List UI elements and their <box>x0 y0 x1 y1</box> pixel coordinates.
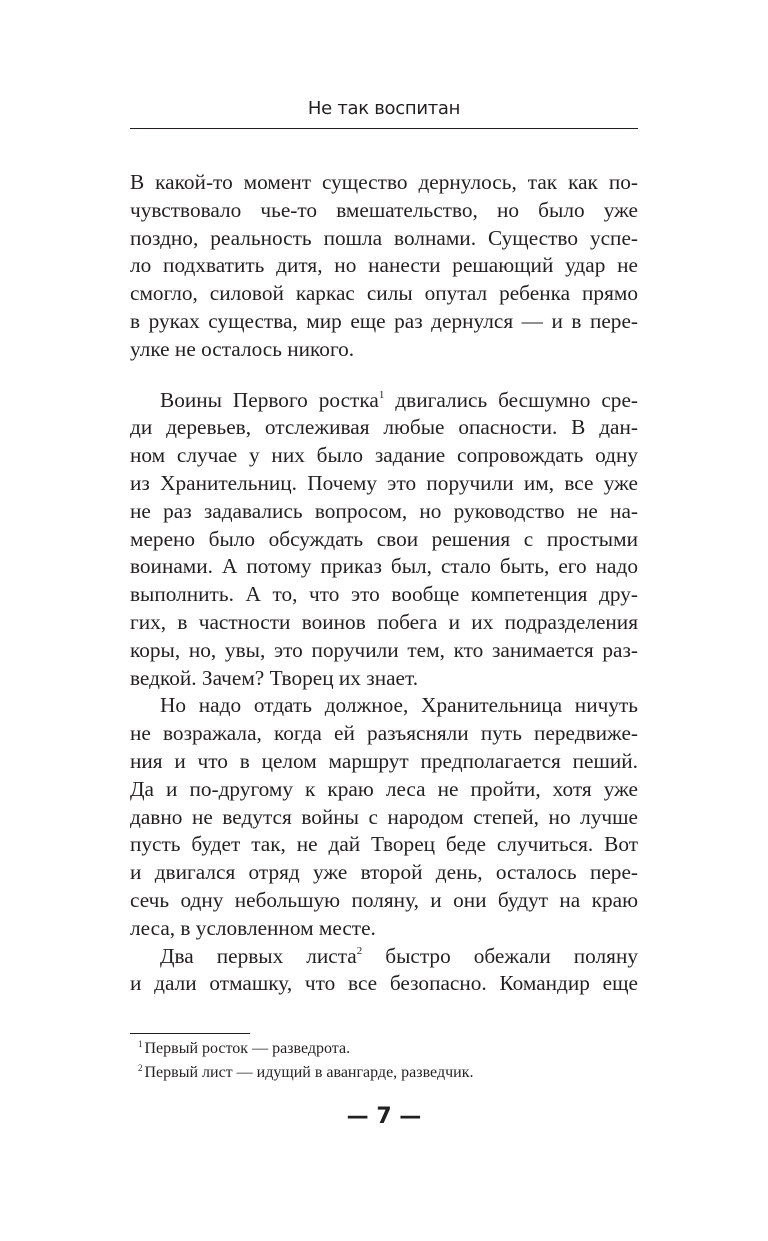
footnote-2 <box>130 1063 473 1083</box>
text-line <box>130 664 638 692</box>
text-line <box>130 942 638 970</box>
line-text: сечь одну небольшую поляну, и они будут на краю <box>130 888 638 912</box>
line-text: воинами. А потому приказ был, стало быть, его надо <box>130 554 638 579</box>
footnote-text: Первый лист — идущий в авангарде, разведчик. <box>144 1064 474 1081</box>
line-text: чувствовало чье-то вмешательство, но было уже <box>130 197 638 222</box>
text-line <box>130 552 638 580</box>
line-text: мерено было обсуждать свои решения с простыми <box>130 526 638 551</box>
text-line <box>130 168 638 196</box>
footnote-number: 1 <box>138 1039 143 1049</box>
line-text: в руках существа, мир еще раз дернулся — и в пере- <box>130 309 638 333</box>
text-line <box>130 747 638 775</box>
line-text: пусть будет так, не дай Творец беде случиться. Вот <box>130 832 638 857</box>
text-line <box>130 251 638 279</box>
text-line <box>130 858 638 886</box>
line-text: поздно, реальность пошла волнами. Существо успе- <box>130 225 638 250</box>
text-line <box>130 469 638 497</box>
line-text: Воины Первого ростка <box>160 387 379 412</box>
text-line <box>130 775 638 803</box>
text-line <box>130 525 638 553</box>
line-text: не возражала, когда ей разъясняли путь передвиже- <box>130 721 638 746</box>
text-line <box>130 830 638 858</box>
text-line <box>130 914 638 942</box>
text-line <box>130 413 638 441</box>
line-text: коры, но, увы, это поручили тем, кто занимается раз- <box>130 637 638 662</box>
text-line <box>130 580 638 608</box>
line-text: Два первых листа <box>160 943 357 968</box>
text-line <box>130 497 638 525</box>
page-number: — 7 — <box>346 1104 422 1129</box>
line-text: леса, в условленном месте. <box>130 915 376 940</box>
text-line <box>130 279 638 307</box>
text-line <box>130 608 638 636</box>
line-text: выполнить. А то, что это вообще компетенция дру- <box>130 582 638 607</box>
line-text: ди деревьев, отслеживая любые опасности. В дан- <box>130 415 638 440</box>
line-text: В какой-то момент существо дернулось, так как по- <box>130 170 638 194</box>
line-text: гих, в частности воинов побега и их подразделения <box>130 610 638 634</box>
text-line <box>130 886 638 914</box>
line-text: быстро обежали поляну <box>362 943 638 968</box>
line-text: ния и что в целом маршрут предполагается пеший. <box>130 749 638 773</box>
text-line <box>130 719 638 747</box>
footnote-ref[interactable]: 2 <box>356 944 363 957</box>
line-text: и дали отмашку, что все безопасно. Командир еще <box>130 971 638 996</box>
text-line <box>130 691 638 719</box>
line-text: ло подхватить дитя, но нанести решающий удар не <box>130 253 638 278</box>
line-text: ном случае у них было задание сопровождать одну <box>130 443 638 468</box>
footnote-divider <box>130 1033 250 1034</box>
line-text: не раз задавались вопросом, но руководство не на- <box>130 498 638 523</box>
line-text: двигались бесшумно сре- <box>384 387 638 412</box>
line-text: Да и по-другому к краю леса не пройти, хотя уже <box>130 776 638 801</box>
text-line <box>130 803 638 831</box>
text-line <box>130 386 638 414</box>
text-line <box>130 441 638 469</box>
text-line <box>130 636 638 664</box>
text-line <box>130 196 638 224</box>
text-line <box>130 307 638 335</box>
line-text: давно не ведутся войны с народом степей, но лучше <box>130 804 638 829</box>
running-header: Не так воспитан <box>307 98 461 119</box>
header-divider <box>130 128 638 129</box>
line-text: Но надо отдать должное, Хранительница ничуть <box>160 693 638 718</box>
line-text: и двигался отряд уже второй день, осталось пере- <box>130 860 638 885</box>
line-text: ведкой. Зачем? Творец их знает. <box>130 665 419 690</box>
line-text: из Хранительниц. Почему это поручили им, все уже <box>130 471 638 495</box>
footnote-ref[interactable]: 1 <box>378 388 385 401</box>
text-line <box>130 224 638 252</box>
text-line <box>130 335 638 363</box>
line-text: улке не осталось никого. <box>130 336 355 361</box>
footnote-number: 2 <box>138 1063 143 1073</box>
text-line <box>130 969 638 997</box>
footnote-1 <box>130 1039 350 1059</box>
footnote-text: Первый росток — разведрота. <box>144 1040 351 1057</box>
line-text: смогло, силовой каркас силы опутал ребенка прямо <box>130 281 638 306</box>
